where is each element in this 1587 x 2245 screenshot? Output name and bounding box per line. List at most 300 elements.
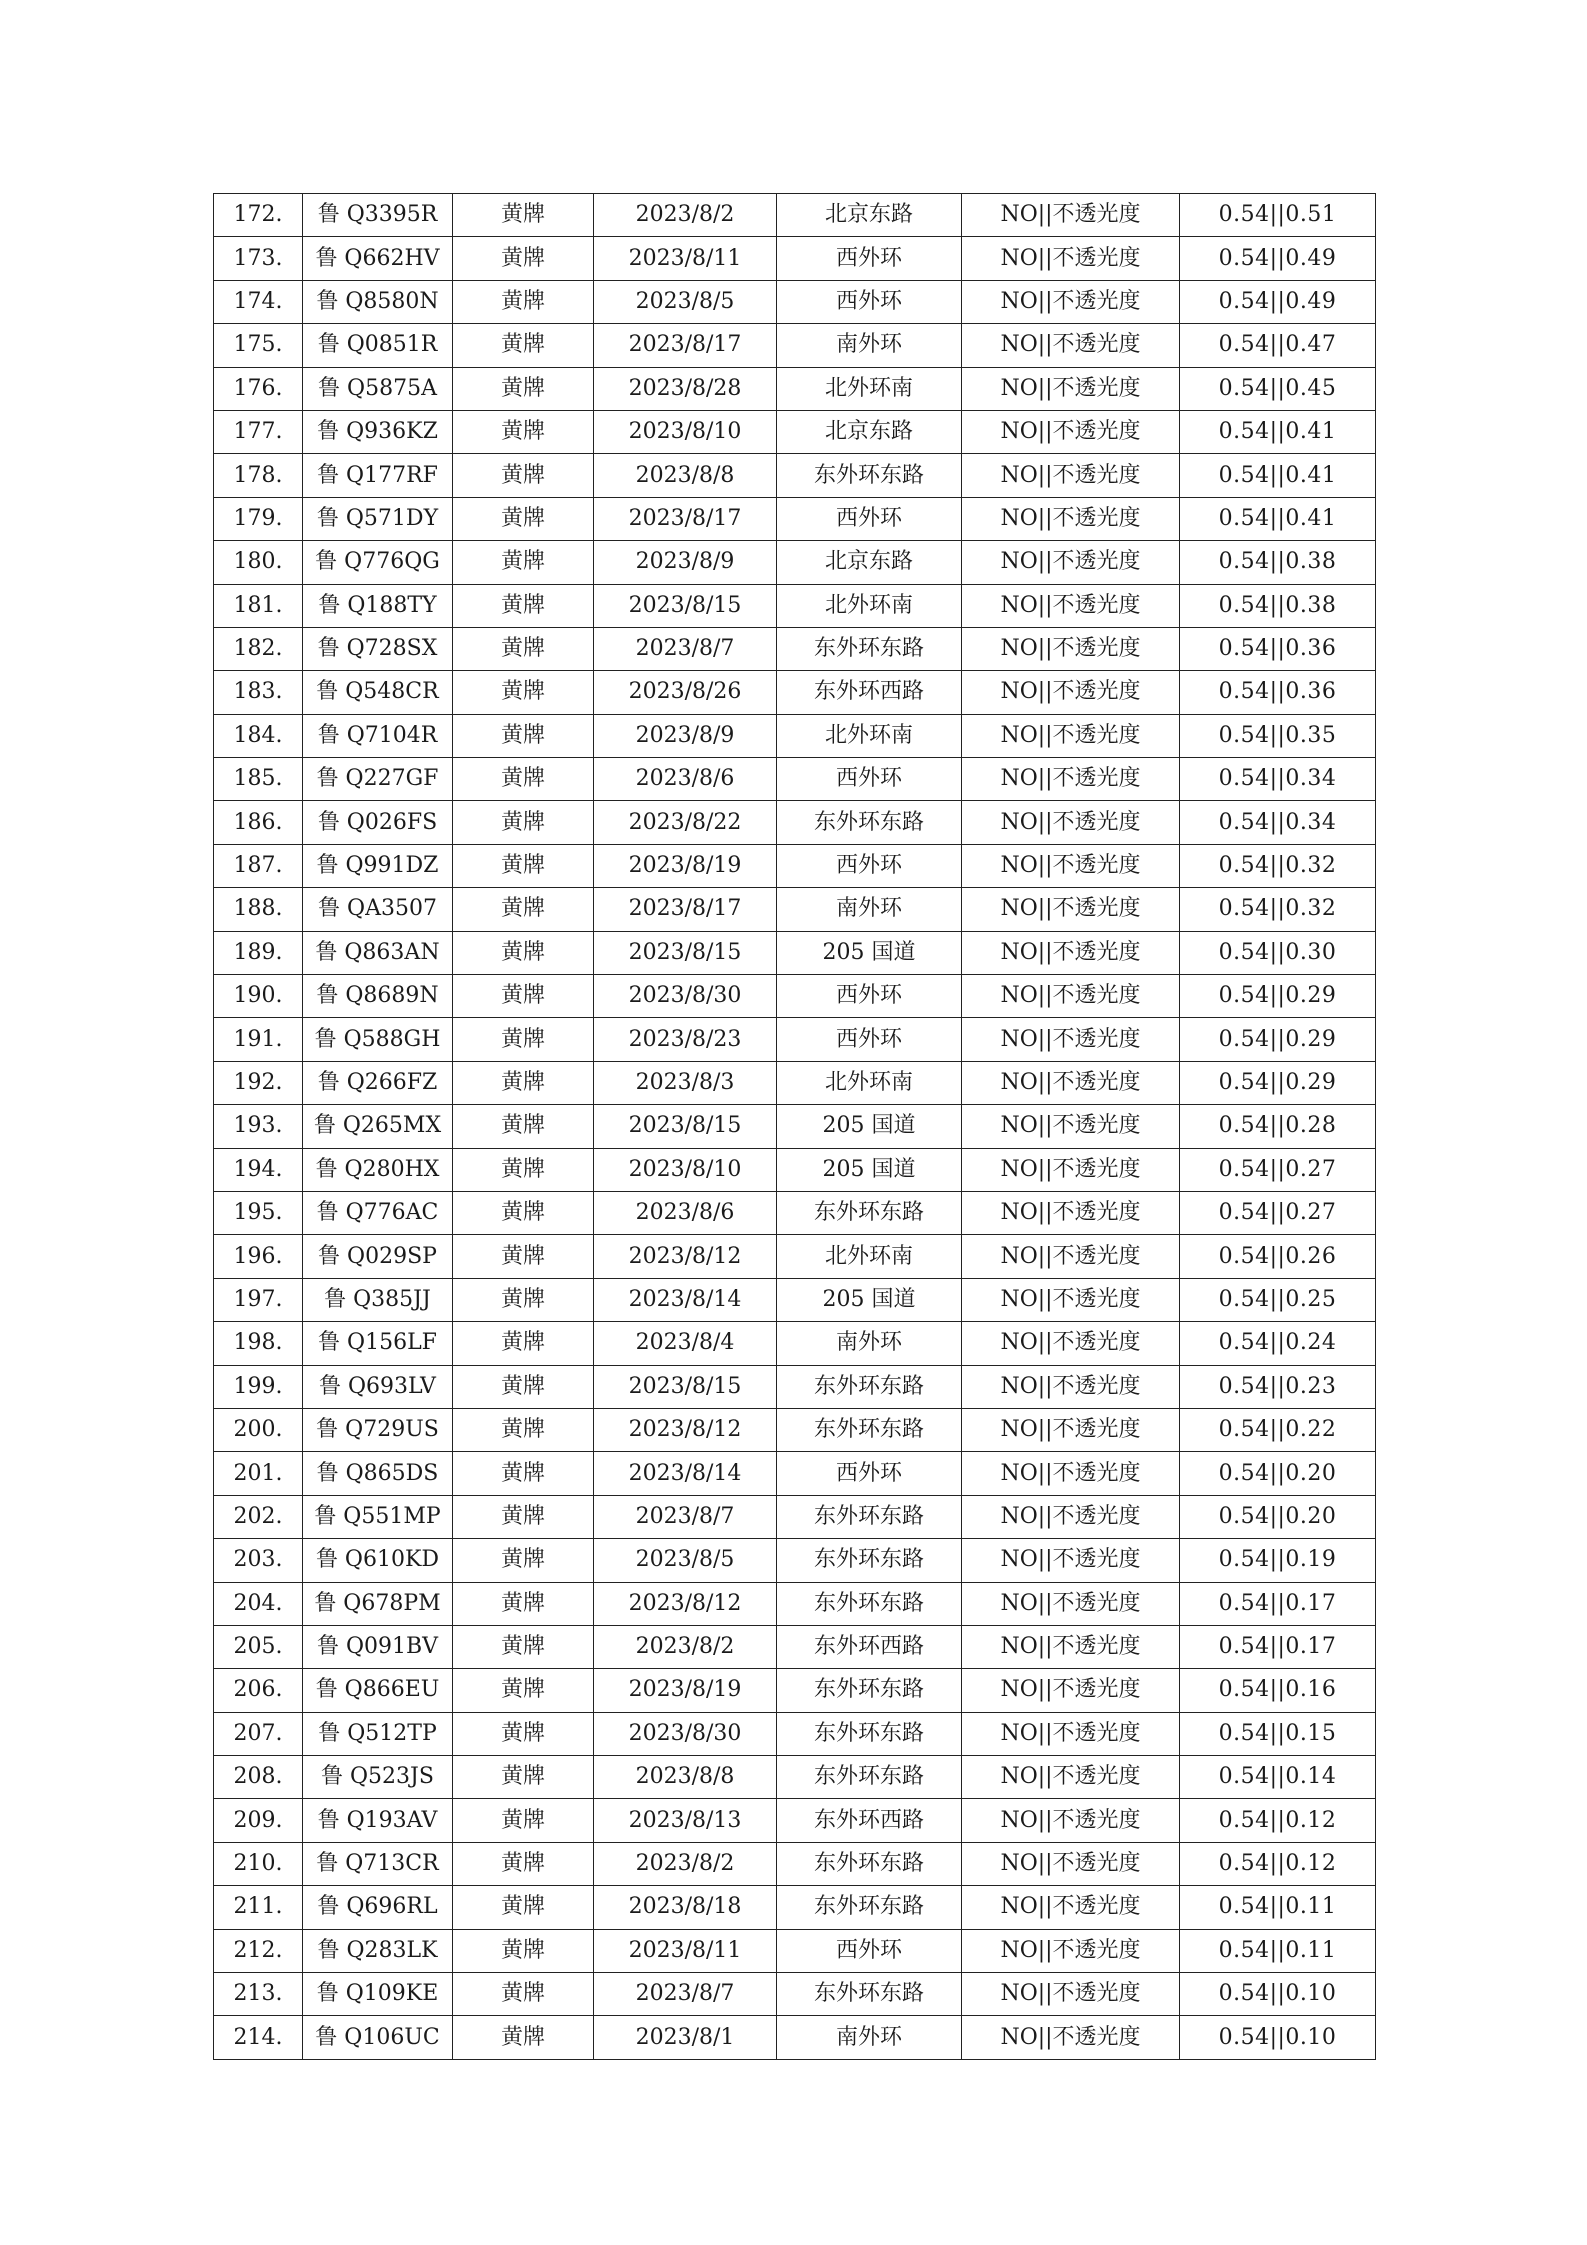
row-index-cell: 182. (214, 627, 303, 670)
test-item-cell: NO||不透光度 (962, 671, 1180, 714)
plate-number-cell: 鲁 Q588GH (303, 1018, 453, 1061)
road-cell: 北京东路 (777, 410, 962, 453)
table-row (214, 801, 1376, 844)
plate-number-cell: 鲁 Q8580N (303, 280, 453, 323)
plate-number-cell: 鲁 Q188TY (303, 584, 453, 627)
row-index-cell: 173. (214, 237, 303, 280)
test-item-cell: NO||不透光度 (962, 1408, 1180, 1451)
date-cell: 2023/8/11 (594, 1929, 777, 1972)
table-row (214, 1191, 1376, 1234)
date-cell: 2023/8/6 (594, 1191, 777, 1234)
table-row (214, 844, 1376, 887)
plate-color-cell: 黄牌 (453, 1625, 594, 1668)
test-item-cell: NO||不透光度 (962, 1148, 1180, 1191)
row-index-cell: 207. (214, 1712, 303, 1755)
plate-color-cell: 黄牌 (453, 1278, 594, 1321)
test-item-cell: NO||不透光度 (962, 931, 1180, 974)
row-index-cell: 181. (214, 584, 303, 627)
vehicle-records-table (213, 193, 1376, 2060)
date-cell: 2023/8/18 (594, 1886, 777, 1929)
table-row (214, 1625, 1376, 1668)
date-cell: 2023/8/12 (594, 1408, 777, 1451)
plate-number-cell: 鲁 Q728SX (303, 627, 453, 670)
test-item-cell: NO||不透光度 (962, 888, 1180, 931)
plate-number-cell: 鲁 Q936KZ (303, 410, 453, 453)
date-cell: 2023/8/10 (594, 1148, 777, 1191)
row-index-cell: 179. (214, 497, 303, 540)
table-row (214, 1973, 1376, 2016)
test-item-cell: NO||不透光度 (962, 1191, 1180, 1234)
date-cell: 2023/8/9 (594, 714, 777, 757)
table-body (214, 194, 1376, 2060)
date-cell: 2023/8/17 (594, 324, 777, 367)
test-value-cell: 0.54||0.11 (1180, 1886, 1376, 1929)
road-cell: 北外环南 (777, 714, 962, 757)
table-row (214, 1539, 1376, 1582)
plate-number-cell: 鲁 Q713CR (303, 1842, 453, 1885)
table-row (214, 1712, 1376, 1755)
road-cell: 南外环 (777, 2016, 962, 2059)
date-cell: 2023/8/5 (594, 1539, 777, 1582)
table-row (214, 1799, 1376, 1842)
date-cell: 2023/8/7 (594, 1973, 777, 2016)
test-value-cell: 0.54||0.35 (1180, 714, 1376, 757)
row-index-cell: 212. (214, 1929, 303, 1972)
date-cell: 2023/8/23 (594, 1018, 777, 1061)
row-index-cell: 184. (214, 714, 303, 757)
plate-color-cell: 黄牌 (453, 454, 594, 497)
plate-number-cell: 鲁 Q863AN (303, 931, 453, 974)
row-index-cell: 189. (214, 931, 303, 974)
test-value-cell: 0.54||0.20 (1180, 1452, 1376, 1495)
date-cell: 2023/8/15 (594, 584, 777, 627)
plate-color-cell: 黄牌 (453, 1799, 594, 1842)
plate-number-cell: 鲁 Q991DZ (303, 844, 453, 887)
plate-color-cell: 黄牌 (453, 1582, 594, 1625)
plate-color-cell: 黄牌 (453, 1452, 594, 1495)
test-item-cell: NO||不透光度 (962, 758, 1180, 801)
plate-color-cell: 黄牌 (453, 627, 594, 670)
table-row (214, 1235, 1376, 1278)
plate-number-cell: 鲁 Q385JJ (303, 1278, 453, 1321)
plate-color-cell: 黄牌 (453, 497, 594, 540)
test-value-cell: 0.54||0.30 (1180, 931, 1376, 974)
date-cell: 2023/8/28 (594, 367, 777, 410)
road-cell: 北京东路 (777, 541, 962, 584)
road-cell: 北京东路 (777, 194, 962, 237)
row-index-cell: 194. (214, 1148, 303, 1191)
test-value-cell: 0.54||0.19 (1180, 1539, 1376, 1582)
date-cell: 2023/8/15 (594, 1365, 777, 1408)
plate-color-cell: 黄牌 (453, 1061, 594, 1104)
road-cell: 西外环 (777, 1452, 962, 1495)
row-index-cell: 195. (214, 1191, 303, 1234)
table-row (214, 671, 1376, 714)
plate-number-cell: 鲁 Q5875A (303, 367, 453, 410)
table-row (214, 367, 1376, 410)
test-value-cell: 0.54||0.51 (1180, 194, 1376, 237)
plate-color-cell: 黄牌 (453, 1886, 594, 1929)
plate-number-cell: 鲁 Q866EU (303, 1669, 453, 1712)
date-cell: 2023/8/15 (594, 1105, 777, 1148)
test-value-cell: 0.54||0.29 (1180, 1061, 1376, 1104)
table-row (214, 1061, 1376, 1104)
road-cell: 西外环 (777, 1018, 962, 1061)
test-item-cell: NO||不透光度 (962, 714, 1180, 757)
plate-color-cell: 黄牌 (453, 844, 594, 887)
road-cell: 东外环东路 (777, 627, 962, 670)
table-row (214, 454, 1376, 497)
road-cell: 西外环 (777, 1929, 962, 1972)
test-item-cell: NO||不透光度 (962, 497, 1180, 540)
test-value-cell: 0.54||0.34 (1180, 758, 1376, 801)
row-index-cell: 200. (214, 1408, 303, 1451)
road-cell: 西外环 (777, 497, 962, 540)
table-row (214, 1408, 1376, 1451)
date-cell: 2023/8/2 (594, 194, 777, 237)
road-cell: 东外环东路 (777, 1886, 962, 1929)
row-index-cell: 177. (214, 410, 303, 453)
plate-color-cell: 黄牌 (453, 671, 594, 714)
test-value-cell: 0.54||0.20 (1180, 1495, 1376, 1538)
plate-number-cell: 鲁 Q177RF (303, 454, 453, 497)
plate-number-cell: 鲁 Q029SP (303, 1235, 453, 1278)
test-value-cell: 0.54||0.41 (1180, 410, 1376, 453)
plate-number-cell: 鲁 Q662HV (303, 237, 453, 280)
row-index-cell: 196. (214, 1235, 303, 1278)
date-cell: 2023/8/12 (594, 1582, 777, 1625)
date-cell: 2023/8/19 (594, 844, 777, 887)
plate-color-cell: 黄牌 (453, 410, 594, 453)
road-cell: 东外环东路 (777, 1842, 962, 1885)
row-index-cell: 214. (214, 2016, 303, 2059)
plate-number-cell: 鲁 Q026FS (303, 801, 453, 844)
table-row (214, 1278, 1376, 1321)
plate-color-cell: 黄牌 (453, 1148, 594, 1191)
row-index-cell: 205. (214, 1625, 303, 1668)
test-item-cell: NO||不透光度 (962, 237, 1180, 280)
test-value-cell: 0.54||0.23 (1180, 1365, 1376, 1408)
test-value-cell: 0.54||0.14 (1180, 1756, 1376, 1799)
road-cell: 东外环东路 (777, 1973, 962, 2016)
row-index-cell: 187. (214, 844, 303, 887)
table-row (214, 1929, 1376, 1972)
row-index-cell: 178. (214, 454, 303, 497)
road-cell: 北外环南 (777, 1235, 962, 1278)
test-item-cell: NO||不透光度 (962, 194, 1180, 237)
test-item-cell: NO||不透光度 (962, 1756, 1180, 1799)
test-item-cell: NO||不透光度 (962, 1669, 1180, 1712)
date-cell: 2023/8/14 (594, 1278, 777, 1321)
row-index-cell: 185. (214, 758, 303, 801)
plate-number-cell: 鲁 Q106UC (303, 2016, 453, 2059)
road-cell: 西外环 (777, 758, 962, 801)
plate-number-cell: 鲁 Q0851R (303, 324, 453, 367)
date-cell: 2023/8/15 (594, 931, 777, 974)
test-item-cell: NO||不透光度 (962, 1539, 1180, 1582)
table-row (214, 237, 1376, 280)
date-cell: 2023/8/8 (594, 1756, 777, 1799)
plate-color-cell: 黄牌 (453, 1756, 594, 1799)
road-cell: 东外环西路 (777, 1799, 962, 1842)
test-item-cell: NO||不透光度 (962, 1452, 1180, 1495)
date-cell: 2023/8/22 (594, 801, 777, 844)
test-value-cell: 0.54||0.26 (1180, 1235, 1376, 1278)
plate-color-cell: 黄牌 (453, 1842, 594, 1885)
test-value-cell: 0.54||0.24 (1180, 1322, 1376, 1365)
test-item-cell: NO||不透光度 (962, 1929, 1180, 1972)
row-index-cell: 204. (214, 1582, 303, 1625)
test-item-cell: NO||不透光度 (962, 1886, 1180, 1929)
plate-color-cell: 黄牌 (453, 1973, 594, 2016)
plate-color-cell: 黄牌 (453, 801, 594, 844)
test-item-cell: NO||不透光度 (962, 1278, 1180, 1321)
row-index-cell: 210. (214, 1842, 303, 1885)
plate-number-cell: 鲁 Q678PM (303, 1582, 453, 1625)
plate-color-cell: 黄牌 (453, 975, 594, 1018)
date-cell: 2023/8/10 (594, 410, 777, 453)
road-cell: 东外环西路 (777, 1625, 962, 1668)
road-cell: 北外环南 (777, 1061, 962, 1104)
test-item-cell: NO||不透光度 (962, 454, 1180, 497)
row-index-cell: 175. (214, 324, 303, 367)
date-cell: 2023/8/14 (594, 1452, 777, 1495)
table-row (214, 931, 1376, 974)
plate-color-cell: 黄牌 (453, 1322, 594, 1365)
plate-color-cell: 黄牌 (453, 1191, 594, 1234)
date-cell: 2023/8/17 (594, 497, 777, 540)
plate-number-cell: 鲁 Q548CR (303, 671, 453, 714)
test-item-cell: NO||不透光度 (962, 1712, 1180, 1755)
test-item-cell: NO||不透光度 (962, 1842, 1180, 1885)
road-cell: 东外环东路 (777, 1669, 962, 1712)
test-value-cell: 0.54||0.22 (1180, 1408, 1376, 1451)
road-cell: 东外环东路 (777, 1582, 962, 1625)
test-item-cell: NO||不透光度 (962, 1235, 1180, 1278)
table-row (214, 541, 1376, 584)
table-row (214, 584, 1376, 627)
plate-number-cell: 鲁 QA3507 (303, 888, 453, 931)
plate-color-cell: 黄牌 (453, 1669, 594, 1712)
test-item-cell: NO||不透光度 (962, 1625, 1180, 1668)
test-value-cell: 0.54||0.11 (1180, 1929, 1376, 1972)
row-index-cell: 174. (214, 280, 303, 323)
plate-number-cell: 鲁 Q512TP (303, 1712, 453, 1755)
table-row (214, 975, 1376, 1018)
road-cell: 东外环西路 (777, 671, 962, 714)
row-index-cell: 213. (214, 1973, 303, 2016)
row-index-cell: 186. (214, 801, 303, 844)
test-value-cell: 0.54||0.12 (1180, 1842, 1376, 1885)
table-row (214, 758, 1376, 801)
date-cell: 2023/8/1 (594, 2016, 777, 2059)
table-row (214, 1105, 1376, 1148)
test-value-cell: 0.54||0.25 (1180, 1278, 1376, 1321)
plate-number-cell: 鲁 Q610KD (303, 1539, 453, 1582)
test-value-cell: 0.54||0.15 (1180, 1712, 1376, 1755)
road-cell: 北外环南 (777, 367, 962, 410)
table-row (214, 324, 1376, 367)
test-item-cell: NO||不透光度 (962, 1973, 1180, 2016)
test-value-cell: 0.54||0.49 (1180, 237, 1376, 280)
date-cell: 2023/8/8 (594, 454, 777, 497)
date-cell: 2023/8/12 (594, 1235, 777, 1278)
table-row (214, 1582, 1376, 1625)
table-row (214, 714, 1376, 757)
date-cell: 2023/8/30 (594, 975, 777, 1018)
road-cell: 205 国道 (777, 1278, 962, 1321)
date-cell: 2023/8/2 (594, 1842, 777, 1885)
table-row (214, 1148, 1376, 1191)
test-value-cell: 0.54||0.16 (1180, 1669, 1376, 1712)
test-value-cell: 0.54||0.36 (1180, 627, 1376, 670)
plate-number-cell: 鲁 Q865DS (303, 1452, 453, 1495)
plate-number-cell: 鲁 Q265MX (303, 1105, 453, 1148)
road-cell: 南外环 (777, 324, 962, 367)
plate-number-cell: 鲁 Q551MP (303, 1495, 453, 1538)
date-cell: 2023/8/19 (594, 1669, 777, 1712)
test-value-cell: 0.54||0.28 (1180, 1105, 1376, 1148)
table-row (214, 1842, 1376, 1885)
plate-color-cell: 黄牌 (453, 1018, 594, 1061)
plate-number-cell: 鲁 Q280HX (303, 1148, 453, 1191)
row-index-cell: 203. (214, 1539, 303, 1582)
test-item-cell: NO||不透光度 (962, 975, 1180, 1018)
table-row (214, 1669, 1376, 1712)
table-row (214, 1322, 1376, 1365)
plate-number-cell: 鲁 Q571DY (303, 497, 453, 540)
test-value-cell: 0.54||0.45 (1180, 367, 1376, 410)
road-cell: 205 国道 (777, 1105, 962, 1148)
plate-color-cell: 黄牌 (453, 1365, 594, 1408)
table-row (214, 1452, 1376, 1495)
road-cell: 南外环 (777, 888, 962, 931)
test-item-cell: NO||不透光度 (962, 2016, 1180, 2059)
test-value-cell: 0.54||0.41 (1180, 454, 1376, 497)
road-cell: 南外环 (777, 1322, 962, 1365)
road-cell: 西外环 (777, 844, 962, 887)
date-cell: 2023/8/13 (594, 1799, 777, 1842)
road-cell: 东外环东路 (777, 1756, 962, 1799)
table-row (214, 410, 1376, 453)
test-value-cell: 0.54||0.12 (1180, 1799, 1376, 1842)
test-item-cell: NO||不透光度 (962, 280, 1180, 323)
date-cell: 2023/8/7 (594, 627, 777, 670)
row-index-cell: 206. (214, 1669, 303, 1712)
plate-color-cell: 黄牌 (453, 2016, 594, 2059)
plate-color-cell: 黄牌 (453, 1105, 594, 1148)
plate-color-cell: 黄牌 (453, 1712, 594, 1755)
test-item-cell: NO||不透光度 (962, 1105, 1180, 1148)
plate-color-cell: 黄牌 (453, 1408, 594, 1451)
plate-number-cell: 鲁 Q193AV (303, 1799, 453, 1842)
plate-color-cell: 黄牌 (453, 280, 594, 323)
test-item-cell: NO||不透光度 (962, 844, 1180, 887)
row-index-cell: 202. (214, 1495, 303, 1538)
road-cell: 东外环东路 (777, 1495, 962, 1538)
plate-number-cell: 鲁 Q523JS (303, 1756, 453, 1799)
test-value-cell: 0.54||0.38 (1180, 541, 1376, 584)
test-item-cell: NO||不透光度 (962, 1365, 1180, 1408)
plate-color-cell: 黄牌 (453, 1539, 594, 1582)
test-item-cell: NO||不透光度 (962, 410, 1180, 453)
date-cell: 2023/8/7 (594, 1495, 777, 1538)
plate-color-cell: 黄牌 (453, 931, 594, 974)
row-index-cell: 201. (214, 1452, 303, 1495)
plate-number-cell: 鲁 Q227GF (303, 758, 453, 801)
road-cell: 东外环东路 (777, 1712, 962, 1755)
row-index-cell: 172. (214, 194, 303, 237)
road-cell: 东外环东路 (777, 801, 962, 844)
test-value-cell: 0.54||0.32 (1180, 888, 1376, 931)
date-cell: 2023/8/11 (594, 237, 777, 280)
road-cell: 西外环 (777, 280, 962, 323)
test-item-cell: NO||不透光度 (962, 367, 1180, 410)
plate-number-cell: 鲁 Q696RL (303, 1886, 453, 1929)
table-row (214, 627, 1376, 670)
plate-number-cell: 鲁 Q091BV (303, 1625, 453, 1668)
plate-color-cell: 黄牌 (453, 324, 594, 367)
test-value-cell: 0.54||0.29 (1180, 975, 1376, 1018)
test-item-cell: NO||不透光度 (962, 1799, 1180, 1842)
test-item-cell: NO||不透光度 (962, 541, 1180, 584)
table-row (214, 280, 1376, 323)
plate-number-cell: 鲁 Q109KE (303, 1973, 453, 2016)
plate-color-cell: 黄牌 (453, 541, 594, 584)
test-value-cell: 0.54||0.47 (1180, 324, 1376, 367)
table-row (214, 2016, 1376, 2059)
test-value-cell: 0.54||0.34 (1180, 801, 1376, 844)
plate-color-cell: 黄牌 (453, 1235, 594, 1278)
road-cell: 东外环东路 (777, 1191, 962, 1234)
plate-color-cell: 黄牌 (453, 584, 594, 627)
test-value-cell: 0.54||0.17 (1180, 1582, 1376, 1625)
date-cell: 2023/8/5 (594, 280, 777, 323)
date-cell: 2023/8/9 (594, 541, 777, 584)
road-cell: 西外环 (777, 975, 962, 1018)
test-value-cell: 0.54||0.27 (1180, 1148, 1376, 1191)
plate-number-cell: 鲁 Q7104R (303, 714, 453, 757)
test-value-cell: 0.54||0.10 (1180, 1973, 1376, 2016)
road-cell: 东外环东路 (777, 1539, 962, 1582)
test-item-cell: NO||不透光度 (962, 1322, 1180, 1365)
road-cell: 西外环 (777, 237, 962, 280)
table-row (214, 1756, 1376, 1799)
plate-number-cell: 鲁 Q283LK (303, 1929, 453, 1972)
road-cell: 北外环南 (777, 584, 962, 627)
date-cell: 2023/8/17 (594, 888, 777, 931)
table-row (214, 1365, 1376, 1408)
test-value-cell: 0.54||0.27 (1180, 1191, 1376, 1234)
test-value-cell: 0.54||0.10 (1180, 2016, 1376, 2059)
row-index-cell: 191. (214, 1018, 303, 1061)
road-cell: 205 国道 (777, 931, 962, 974)
row-index-cell: 209. (214, 1799, 303, 1842)
plate-color-cell: 黄牌 (453, 1495, 594, 1538)
road-cell: 205 国道 (777, 1148, 962, 1191)
plate-number-cell: 鲁 Q776QG (303, 541, 453, 584)
table-row (214, 888, 1376, 931)
date-cell: 2023/8/3 (594, 1061, 777, 1104)
row-index-cell: 197. (214, 1278, 303, 1321)
plate-color-cell: 黄牌 (453, 237, 594, 280)
road-cell: 东外环东路 (777, 1365, 962, 1408)
table-row (214, 1018, 1376, 1061)
plate-number-cell: 鲁 Q8689N (303, 975, 453, 1018)
plate-number-cell: 鲁 Q156LF (303, 1322, 453, 1365)
table-row (214, 194, 1376, 237)
table-row (214, 1495, 1376, 1538)
